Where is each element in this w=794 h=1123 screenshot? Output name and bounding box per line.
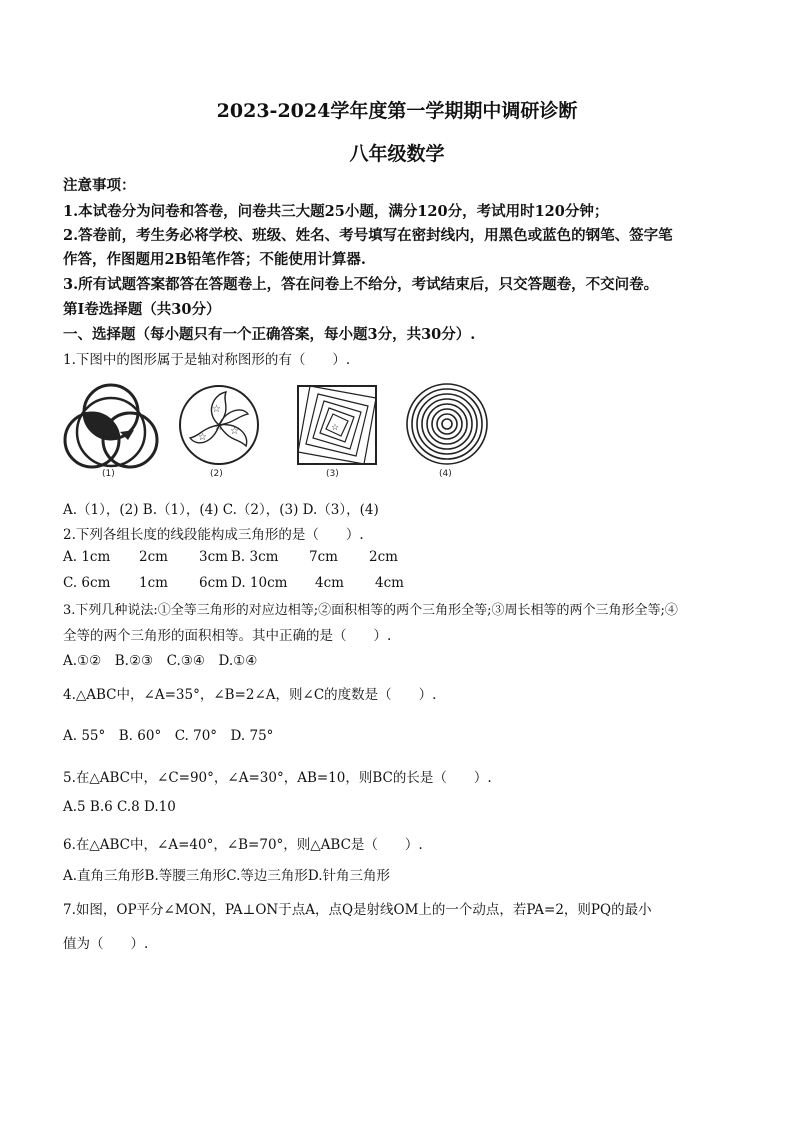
note-item-2-line-2: 作答，作图题用2B铅笔作答；不能使用计算器. [63,251,366,268]
section-heading: 一、选择题（每小题只有一个正确答案，每小题3分，共30分）. [63,326,476,343]
q1-figures [62,382,492,482]
q3-line-2: 全等的两个三角形的面积相等。其中正确的是（ ）. [63,628,392,644]
q6-stem: 6.在△ABC中，∠A=40°，∠B=70°，则△ABC是（ ）. [63,837,423,853]
note-item-3: 3.所有试题答案都答在答题卷上，答在问卷上不给分，考试结束后，只交答题卷，不交问卷。 [63,276,659,293]
q2-options-row-1 [63,549,398,565]
q1-options: A.（1），(2) B.（1），(4) C.（2），(3) D.（3），(4) [63,502,379,518]
figure-2-pinwheel [174,382,264,470]
svg-text:☆: ☆ [212,404,221,415]
q2-option-d: D. 10cm [231,575,288,591]
q2-option-b-2: 7cm [309,549,338,565]
q4-options: A. 55° B. 60° C. 70° D. 75° [63,728,274,744]
figure-1-caption: (1) [102,469,115,479]
q7-line-2: 值为（ ）. [63,936,149,952]
q5-options: A.5 B.6 C.8 D.10 [63,799,176,815]
svg-text:☆: ☆ [198,432,207,443]
q3-line-1: 3.下列几种说法:①全等三角形的对应边相等;②面积相等的两个三角形全等;③周长相等的两个三角形全等;④ [63,603,678,618]
figure-1-trefoil [62,382,160,470]
svg-text:☆: ☆ [331,423,340,433]
q2-option-a: A. 1cm [63,549,111,565]
notes-heading: 注意事项： [63,177,136,194]
q2-option-c-3: 6cm [199,575,228,591]
figure-3-rotating-squares [294,382,380,468]
q7-line-1: 7.如图，OP平分∠MON，PA⊥ON于点A，点Q是射线OM上的一个动点，若PA=2，则PQ的最小 [63,902,652,918]
q2-option-b-3: 2cm [369,549,398,565]
figure-4-concentric-circles [402,382,492,470]
svg-text:☆: ☆ [214,422,223,433]
part-heading: 第Ⅰ卷选择题（共30分） [63,301,221,318]
q2-option-c: C. 6cm [63,575,111,591]
figure-4-caption: (4) [439,469,452,479]
q2-option-c-2: 1cm [139,575,168,591]
q2-option-a-2: 2cm [139,549,168,565]
q2-options-row-2 [63,575,404,591]
figure-2-caption: (2) [210,469,223,479]
q2-option-a-3: 3cm [199,549,228,565]
exam-subtitle: 八年级数学 [349,143,445,165]
q3-options: A.①② B.②③ C.③④ D.①④ [63,653,258,669]
q5-stem: 5.在△ABC中，∠C=90°，∠A=30°，AB=10，则BC的长是（ ）. [63,770,492,786]
figure-3-caption: (3) [326,469,339,479]
q6-options: A.直角三角形B.等腰三角形C.等边三角形D.针角三角形 [63,868,391,884]
q2-stem: 2.下列各组长度的线段能构成三角形的是（ ）. [63,527,364,543]
q2-option-d-3: 4cm [375,575,404,591]
q2-option-d-2: 4cm [315,575,344,591]
svg-text:☆: ☆ [230,426,239,437]
exam-title: 2023-2024学年度第一学期期中调研诊断 [216,100,578,122]
q2-option-b: B. 3cm [231,549,279,565]
note-item-1: 1.本试卷分为问卷和答卷，问卷共三大题25小题，满分120分，考试用时120分钟； [63,203,609,220]
note-item-2-line-1: 2.答卷前，考生务必将学校、班级、姓名、考号填写在密封线内，用黑色或蓝色的钢笔、签字笔 [63,227,673,244]
q1-stem: 1.下图中的图形属于是轴对称图形的有（ ）. [63,352,351,368]
q4-stem: 4.△ABC中，∠A=35°，∠B=2∠A，则∠C的度数是（ ）. [63,687,437,703]
